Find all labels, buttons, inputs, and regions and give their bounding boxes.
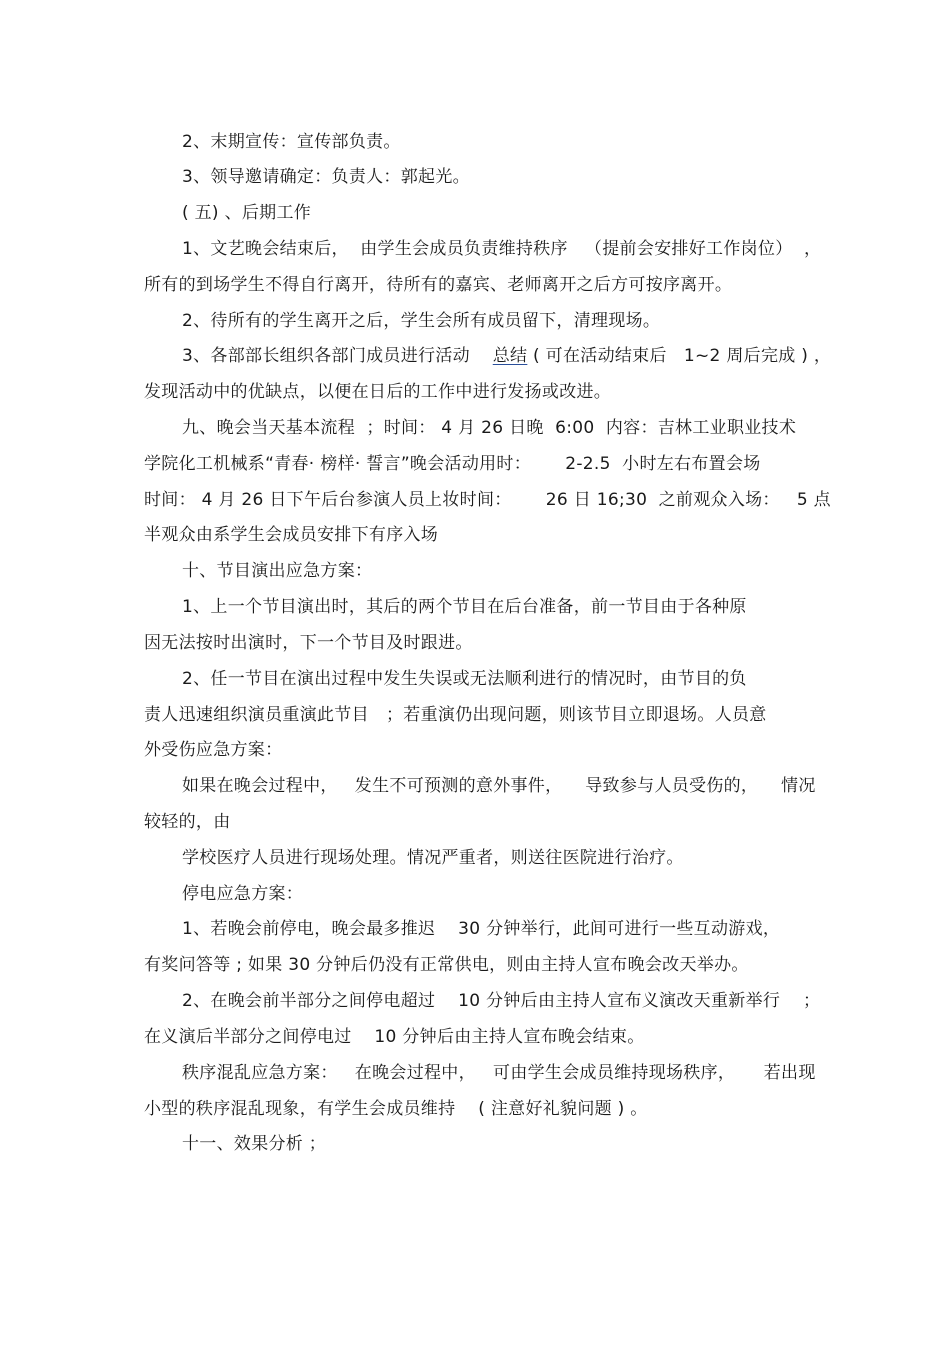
text-line: 责人迅速组织演员重演此节目 ；若重演仍出现问题，则该节目立即退场。人员意	[144, 705, 767, 725]
section-heading: 九、晚会当天基本流程 ；时间： 4 月 26 日晚 6:00 内容：吉林工业职业技术	[182, 418, 797, 438]
text-line: 较轻的，由	[144, 812, 231, 832]
text-line: 所有的到场学生不得自行离开，待所有的嘉宾、老师离开之后方可按序离开。	[144, 275, 733, 295]
text-line: 学院化工机械系“青春· 榜样· 誓言”晚会活动用时： 2-2.5 小时左右布置会场	[144, 454, 761, 474]
text-line: 2、末期宣传：宣传部负责。	[182, 132, 401, 152]
text-line: 小型的秩序混乱现象，有学生会成员维持 ( 注意好礼貌问题 ) 。	[144, 1099, 648, 1119]
text-line: 半观众由系学生会成员安排下有序入场	[144, 525, 439, 545]
text-line: 2、待所有的学生离开之后，学生会所有成员留下，清理现场。	[182, 311, 661, 331]
text-segment: 3、各部部长组织各部门成员进行活动	[182, 346, 493, 366]
text-line: 2、在晚会前半部分之间停电超过 10 分钟后由主持人宣布义演改天重新举行 ；	[182, 991, 821, 1011]
text-line: 学校医疗人员进行现场处理。情况严重者，则送往医院进行治疗。	[182, 848, 684, 868]
text-line: 有奖问答等 ; 如果 30 分钟后仍没有正常供电，则由主持人宣布晚会改天举办。	[144, 955, 749, 975]
text-line-with-link	[182, 346, 831, 366]
text-line: 外受伤应急方案：	[144, 740, 283, 760]
text-line: 1、若晚会前停电，晚会最多推迟 30 分钟举行，此间可进行一些互动游戏，	[182, 919, 781, 939]
text-line: 2、任一节目在演出过程中发生失误或无法顺利进行的情况时，由节目的负	[182, 669, 747, 689]
section-heading: 十一、效果分析 ；	[182, 1134, 327, 1154]
text-line: 如果在晚会过程中， 发生不可预测的意外事件， 导致参与人员受伤的， 情况	[182, 776, 816, 796]
text-line: 3、领导邀请确定：负责人：郭起光。	[182, 167, 470, 187]
summary-link[interactable]: 总结	[492, 346, 528, 366]
text-line: 1、文艺晚会结束后， 由学生会成员负责维持秩序 （提前会安排好工作岗位） ，	[182, 239, 822, 259]
section-heading: 十、节目演出应急方案：	[182, 561, 373, 581]
text-line: 因无法按时出演时，下一个节目及时跟进。	[144, 633, 473, 653]
text-line: 1、上一个节目演出时，其后的两个节目在后台准备，前一节目由于各种原	[182, 597, 747, 617]
section-heading: 停电应急方案：	[182, 884, 304, 904]
text-line: 时间： 4 月 26 日下午后台参演人员上妆时间： 26 日 16;30 之前观众入场： 5 点	[144, 490, 831, 510]
text-line: 在义演后半部分之间停电过 10 分钟后由主持人宣布晚会结束。	[144, 1027, 645, 1047]
text-segment: ( 可在活动结束后 1~2 周后完成 ) ，	[527, 346, 832, 366]
text-line: 秩序混乱应急方案： 在晚会过程中， 可由学生会成员维持现场秩序， 若出现	[182, 1063, 816, 1083]
text-line: 发现活动中的优缺点，以便在日后的工作中进行发扬或改进。	[144, 382, 612, 402]
section-heading: ( 五) 、后期工作	[182, 203, 312, 223]
